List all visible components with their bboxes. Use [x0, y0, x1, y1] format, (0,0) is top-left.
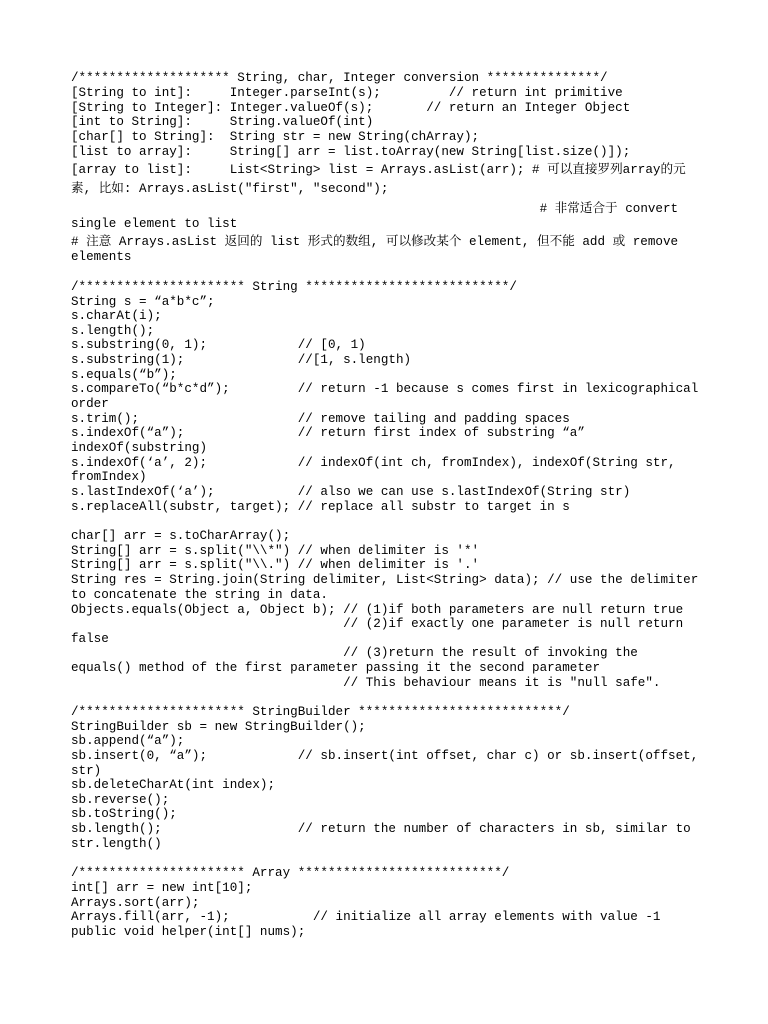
- code-line: s.substring(0, 1); // [0, 1): [71, 338, 366, 352]
- code-line: order: [71, 397, 109, 411]
- code-line: [array to list]: List<String> list = Arrays.asList(arr); # 可以直接罗列array的元: [71, 163, 686, 177]
- code-line: s.substring(1); //[1, s.length): [71, 353, 412, 367]
- code-line: [String to int]: Integer.parseInt(s); // return int primitive: [71, 86, 623, 100]
- code-line: s.lastIndexOf(‘a’); // also we can use s.lastIndexOf(String str): [71, 485, 631, 499]
- code-line: sb.insert(0, “a”); // sb.insert(int offset, char c) or sb.insert(offset,: [71, 749, 699, 763]
- code-line: [char[] to String]: String str = new String(chArray);: [71, 130, 480, 144]
- code-line: Arrays.fill(arr, -1); // initialize all array elements with value -1: [71, 910, 661, 924]
- code-line: 素, 比如: Arrays.asList("first", "second");: [71, 182, 389, 196]
- string-header: /********************** String ***************************/: [71, 280, 517, 294]
- code-line: sb.toString();: [71, 807, 177, 821]
- code-line: // (2)if exactly one parameter is null return: [71, 617, 684, 631]
- code-line: String[] arr = s.split("\\.") // when delimiter is '.': [71, 558, 480, 572]
- code-line: equals() method of the first parameter passing it the second parameter: [71, 661, 601, 675]
- code-line: s.indexOf(“a”); // return first index of substring “a”: [71, 426, 585, 440]
- code-line: str): [71, 764, 102, 778]
- code-line: public void helper(int[] nums);: [71, 925, 306, 939]
- code-line: sb.append(“a”);: [71, 734, 185, 748]
- code-line: sb.deleteCharAt(int index);: [71, 778, 276, 792]
- code-line: String[] arr = s.split("\\*") // when delimiter is '*': [71, 544, 480, 558]
- code-line: // This behaviour means it is "null safe".: [71, 676, 661, 690]
- code-line: StringBuilder sb = new StringBuilder();: [71, 720, 366, 734]
- code-comment: # 非常适合于 convert: [71, 202, 679, 216]
- code-line: Arrays.sort(arr);: [71, 896, 200, 910]
- code-line: // (3)return the result of invoking the: [71, 646, 638, 660]
- code-line: s.charAt(i);: [71, 309, 162, 323]
- code-line: s.length();: [71, 324, 155, 338]
- code-line: s.replaceAll(substr, target); // replace all substr to target in s: [71, 500, 570, 514]
- code-line: char[] arr = s.toCharArray();: [71, 529, 291, 543]
- code-line: [String to Integer]: Integer.valueOf(s); // return an Integer Object: [71, 101, 631, 115]
- code-line: s.equals(“b”);: [71, 368, 177, 382]
- code-line: false: [71, 632, 109, 646]
- code-line: fromIndex): [71, 470, 147, 484]
- code-line: [list to array]: String[] arr = list.toArray(new String[list.size()]);: [71, 145, 631, 159]
- code-line: indexOf(substring): [71, 441, 208, 455]
- array-header: /********************** Array ***************************/: [71, 866, 510, 880]
- code-line: str.length(): [71, 837, 162, 851]
- conversion-header: /******************** String, char, Integer conversion ***************/: [71, 71, 608, 85]
- stringbuilder-header: /********************** StringBuilder ***************************/: [71, 705, 570, 719]
- code-line: int[] arr = new int[10];: [71, 881, 253, 895]
- code-line: String s = “a*b*c”;: [71, 295, 215, 309]
- code-line: s.indexOf(‘a’, 2); // indexOf(int ch, fromIndex), indexOf(String str,: [71, 456, 676, 470]
- code-line: s.trim(); // remove tailing and padding spaces: [71, 412, 570, 426]
- code-line: single element to list: [71, 217, 238, 231]
- code-line: to concatenate the string in data.: [71, 588, 328, 602]
- code-line: sb.reverse();: [71, 793, 170, 807]
- code-line: sb.length(); // return the number of characters in sb, similar to: [71, 822, 691, 836]
- code-comment: # 注意 Arrays.asList 返回的 list 形式的数组, 可以修改某个 element, 但不能 add 或 remove: [71, 235, 679, 249]
- code-line: elements: [71, 250, 132, 264]
- code-line: Objects.equals(Object a, Object b); // (1)if both parameters are null return true: [71, 603, 684, 617]
- code-line: s.compareTo(“b*c*d”); // return -1 because s comes first in lexicographical: [71, 382, 699, 396]
- code-line: String res = String.join(String delimiter, List<String> data); // use the delimiter: [71, 573, 699, 587]
- code-line: [int to String]: String.valueOf(int): [71, 115, 374, 129]
